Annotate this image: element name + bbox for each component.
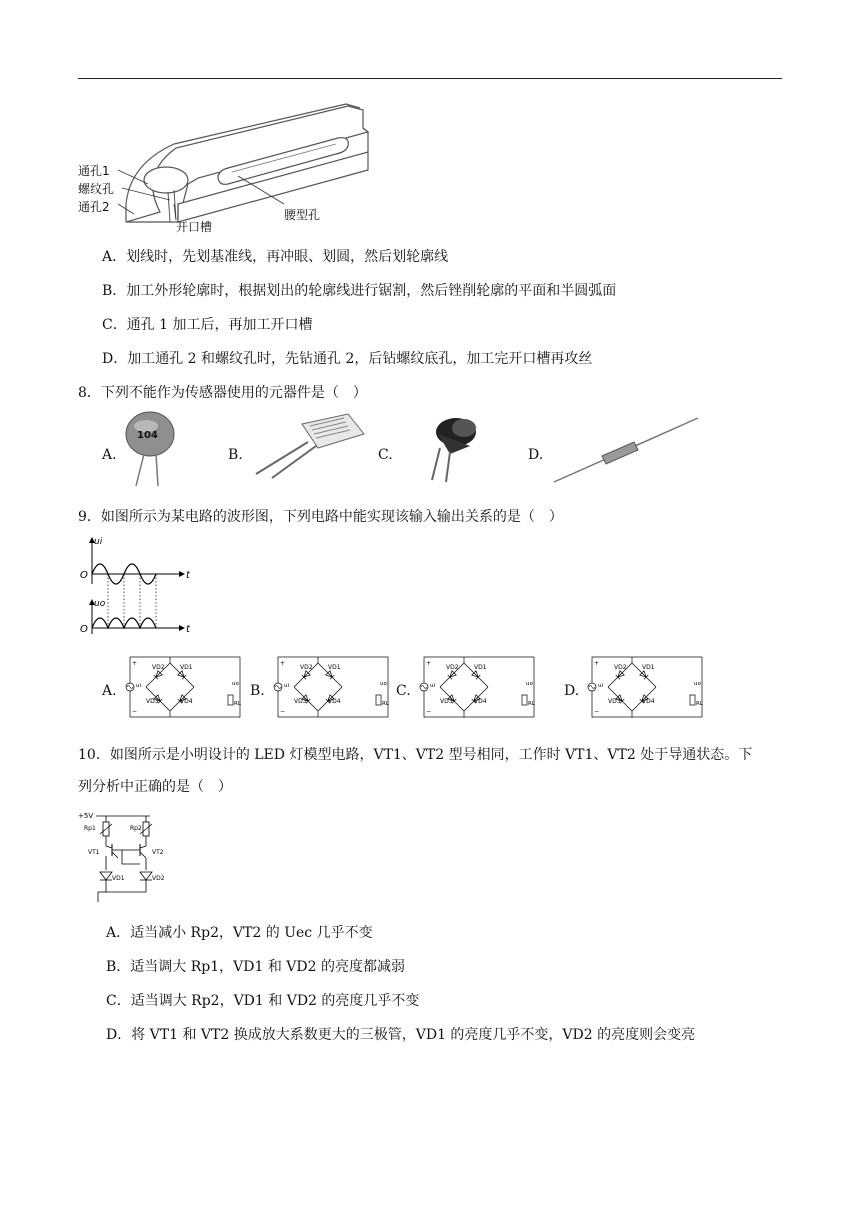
reed-switch-image (552, 416, 702, 486)
label-hole2: 通孔2 (78, 200, 110, 214)
circuit-vd2-label: VD2 (446, 664, 459, 671)
circuit-vd3-label: VD3 (294, 698, 307, 705)
circuit-vd3-label: VD3 (608, 698, 621, 705)
q7-option-b[interactable]: B．加工外形轮廓时，根据划出的轮廓线进行锯割，然后锉削轮廓的平面和半圆弧面 (102, 283, 617, 299)
bridge-circuit-b (272, 655, 398, 723)
label-thread-hole: 螺纹孔 (78, 182, 115, 196)
waveform-figure (78, 534, 198, 639)
wave-t-top: t (186, 570, 190, 581)
q7-option-c[interactable]: C．通孔 1 加工后，再加工开口槽 (102, 317, 313, 333)
circuit-vd4-label: VD4 (328, 698, 341, 705)
circuit-vd3-label: VD3 (440, 698, 453, 705)
q9-label-c[interactable]: C. (396, 683, 411, 699)
wave-origin-bottom: O (80, 624, 88, 635)
label-waist-hole: 腰型孔 (284, 208, 321, 222)
bridge-circuit-c (418, 655, 544, 723)
circuit-minus-label: − (594, 708, 600, 715)
circuit-ui-label: ui (284, 683, 290, 689)
wave-ui-label: ui (94, 537, 103, 547)
bridge-circuit-a (124, 655, 250, 723)
q10-option-b[interactable]: B．适当调大 Rp1，VD1 和 VD2 的亮度都减弱 (106, 959, 405, 975)
q8-label-a[interactable]: A. (102, 447, 117, 463)
ceramic-capacitor-image (120, 408, 190, 488)
circuit-plus-label: + (426, 660, 432, 667)
circuit-uo-label: uo (526, 681, 533, 687)
circuit-vd4-label: VD4 (474, 698, 487, 705)
q7-option-d[interactable]: D．加工通孔 2 和螺纹孔时，先钻通孔 2，后钻螺纹底孔，加工完开口槽再攻丝 (102, 351, 593, 367)
q7-option-a[interactable]: A．划线时，先划基准线，再冲眼、划圆，然后划轮廓线 (102, 249, 449, 265)
circuit-vd1-label: VD1 (474, 664, 487, 671)
q10-option-c[interactable]: C．适当调大 Rp2，VD1 和 VD2 的亮度几乎不变 (106, 993, 420, 1009)
inductor-image (410, 414, 490, 484)
circuit-vd1-label: VD1 (642, 664, 655, 671)
circuit-vd4-label: VD4 (642, 698, 655, 705)
circuit-ui-label: ui (136, 683, 142, 689)
q9-stem: 9．如图所示为某电路的波形图，下列电路中能实现该输入输出关系的是（ ） (78, 509, 563, 525)
q10-option-d[interactable]: D．将 VT1 和 VT2 换成放大系数更大的三极管，VD1 的亮度几乎不变，VD2 的亮度则会变亮 (106, 1027, 696, 1043)
circuit-minus-label: − (280, 708, 286, 715)
circuit-ui-label: ui (598, 683, 604, 689)
workpiece-figure (78, 104, 378, 234)
q9-label-d[interactable]: D. (564, 683, 580, 699)
led-vd1-label: VD1 (112, 875, 125, 882)
circuit-plus-label: + (594, 660, 600, 667)
circuit-uo-label: uo (694, 681, 701, 687)
q8-label-d[interactable]: D. (528, 447, 544, 463)
led-rp2-label: Rp2 (130, 825, 142, 832)
led-vcc-label: +5V (78, 812, 94, 820)
circuit-rl-label: RL (234, 701, 241, 707)
led-rp1-label: Rp1 (84, 825, 96, 832)
circuit-uo-label: uo (380, 681, 387, 687)
circuit-plus-label: + (132, 660, 138, 667)
wave-origin-top: O (80, 570, 88, 581)
q8-label-c[interactable]: C. (378, 447, 393, 463)
q10-option-a[interactable]: A．适当减小 Rp2，VT2 的 Uec 几乎不变 (106, 925, 373, 941)
led-vt1-label: VT1 (88, 849, 100, 856)
led-vt2-label: VT2 (152, 849, 164, 856)
circuit-rl-label: RL (696, 701, 703, 707)
q10-stem-line2: 列分析中正确的是（ ） (78, 779, 232, 795)
led-vd2-label: VD2 (152, 875, 165, 882)
q8-label-b[interactable]: B. (228, 447, 243, 463)
circuit-minus-label: − (132, 708, 138, 715)
label-slot: 开口槽 (176, 220, 213, 234)
capacitor-mark: 104 (137, 430, 158, 441)
circuit-vd2-label: VD2 (152, 664, 165, 671)
circuit-vd3-label: VD3 (146, 698, 159, 705)
circuit-minus-label: − (426, 708, 432, 715)
q8-stem: 8．下列不能作为传感器使用的元器件是（ ） (78, 385, 367, 401)
wave-t-bottom: t (186, 624, 190, 635)
circuit-ui-label: ui (430, 683, 436, 689)
circuit-rl-label: RL (528, 701, 535, 707)
circuit-vd2-label: VD2 (614, 664, 627, 671)
circuit-vd2-label: VD2 (300, 664, 313, 671)
q9-label-b[interactable]: B. (250, 683, 265, 699)
label-hole1: 通孔1 (78, 164, 110, 178)
wave-uo-label: uo (94, 599, 106, 609)
humidity-sensor-image (252, 410, 372, 480)
bridge-circuit-d (586, 655, 712, 723)
circuit-vd4-label: VD4 (180, 698, 193, 705)
q10-stem-line1: 10．如图所示是小明设计的 LED 灯模型电路，VT1、VT2 型号相同，工作时 VT1、VT2 处于导通状态。下 (78, 747, 753, 763)
led-circuit-figure (78, 810, 168, 902)
circuit-vd1-label: VD1 (328, 664, 341, 671)
q9-label-a[interactable]: A. (102, 683, 117, 699)
header-rule (78, 78, 782, 79)
circuit-vd1-label: VD1 (180, 664, 193, 671)
circuit-rl-label: RL (382, 701, 389, 707)
circuit-uo-label: uo (232, 681, 239, 687)
circuit-plus-label: + (280, 660, 286, 667)
